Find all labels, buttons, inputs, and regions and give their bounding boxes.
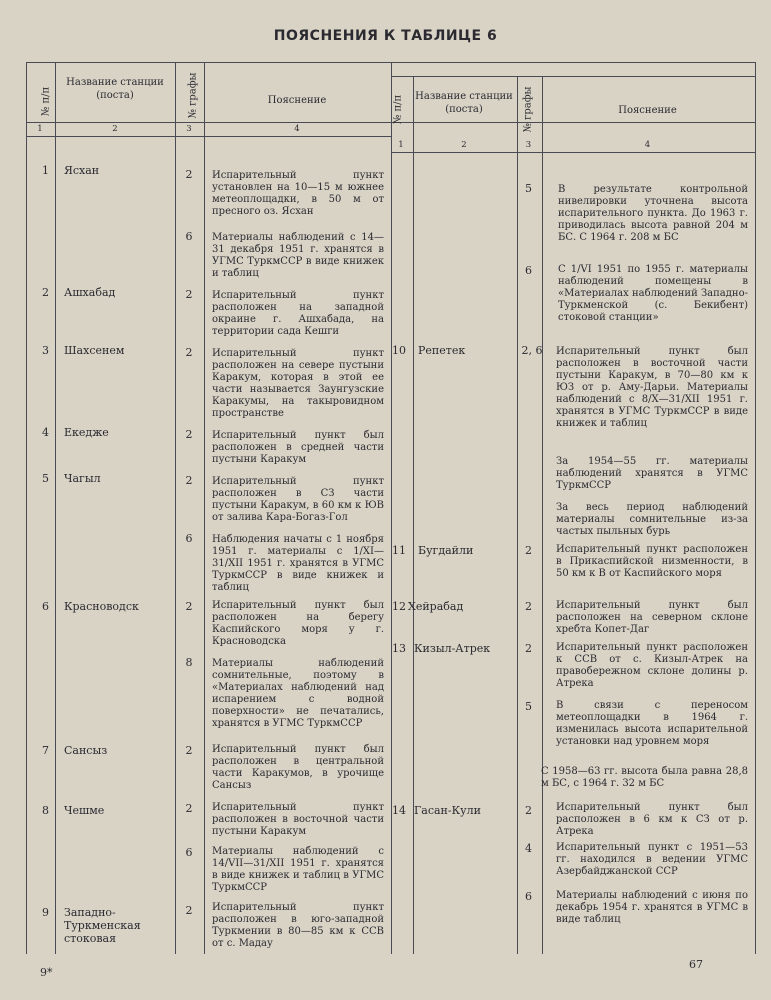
explanation-text: С 1958—63 гг. высота была равна 28,8 м БС, с 1964 г. 32 м БС xyxy=(541,766,748,789)
colnum-4-right: 4 xyxy=(644,140,651,150)
explanation-text: Испарительный пункт был расположен в 6 км к СЗ от р. Атрека xyxy=(556,802,748,837)
header-station-right: Название станции (поста) xyxy=(415,91,513,115)
explanation-text: Материалы наблюдений с 14/VII—31/XII 1951 г. хранятся в виде книжек и таблиц в УГМС ТуркмССР xyxy=(212,846,384,893)
colnum-1-right: 1 xyxy=(398,140,404,150)
row-num: 4 xyxy=(42,426,49,439)
explanation-text: Материалы наблюдений сомнительные, поэтому в «Материалах наблюдений над испарением с водной поверхности» не печатались, хранятся в УГМС ТуркмССР xyxy=(212,658,384,729)
explanation-text: Испарительный пункт расположен на севере пустыни Каракум, которая в этой ее части называется Заунгузские Каракумы, на такыровидном пространстве xyxy=(212,348,384,419)
header-graph-left: № графы xyxy=(187,72,199,119)
graph-number: 6 xyxy=(185,532,193,545)
graph-number: 2 xyxy=(185,168,193,181)
graph-number: 6 xyxy=(185,846,193,859)
explanation-text: Испарительный пункт расположен на западной окраине г. Ашхабада, на территории сада Кешги xyxy=(212,290,384,337)
explanation-text: Испарительный пункт был расположен в восточной части пустыни Каракум, в 70—80 км к ЮЗ от р. Аму-Дарьи. Материалы наблюдений с 8/X—31/XII 1951 г. хранятся в УГМС ТуркмССР в виде книжек и таблиц xyxy=(556,346,748,429)
signature-mark: 9* xyxy=(40,966,53,979)
station-name: Ашхабад xyxy=(64,286,116,299)
graph-number: 5 xyxy=(525,182,532,195)
graph-number: 2 xyxy=(185,744,193,757)
colnum-rule-left xyxy=(27,136,391,137)
graph-number: 2 xyxy=(525,804,532,817)
explanation-text: Испарительный пункт был расположен в центральной части Каракумов, в урочище Сансыз xyxy=(212,744,384,791)
explanation-text: Материалы наблюдений с июня по декабрь 1954 г. хранятся в УГМС в виде таблиц xyxy=(556,890,748,925)
explanation-text: В связи с переносом метеоплощадки в 1964 г. изменилась высота испарительной установки над уровнем моря xyxy=(556,700,748,747)
header-graph-right: № графы xyxy=(522,86,534,133)
row-num: 12 xyxy=(392,600,406,613)
header-num-left: № п/п xyxy=(40,86,52,117)
row-num: 14 xyxy=(392,804,406,817)
vline-right-num xyxy=(413,76,414,954)
page-number: 67 xyxy=(689,958,703,971)
explanation-text: Испарительный пункт был расположен на берегу Каспийского моря у г. Красноводска xyxy=(212,600,384,647)
explanation-text: Наблюдения начаты с 1 ноября 1951 г. материалы с 1/XI—31/XII 1951 г. хранятся в УГМС ТуркмССР в виде книжек и таблиц xyxy=(212,534,384,593)
explanation-text: Испарительный пункт расположен в СЗ части пустыни Каракум, в 60 км к ЮВ от залива Кара-Богаз-Гол xyxy=(212,476,384,523)
vline-left-graf xyxy=(204,62,205,954)
row-num: 10 xyxy=(392,344,406,357)
explanation-text: В результате контрольной нивелировки уточнена высота испарительного пункта. До 1963 г. приводилась высота равной 204 м БС. С 1964 г. 208 м БС xyxy=(558,184,748,243)
row-num: 7 xyxy=(42,744,49,757)
page-title: ПОЯСНЕНИЯ К ТАБЛИЦЕ 6 xyxy=(273,28,498,44)
vline-left-name xyxy=(175,62,176,954)
row-num: 9 xyxy=(42,906,49,919)
explanation-text: Испарительный пункт расположен в восточной части пустыни Каракум xyxy=(212,802,384,837)
graph-number: 6 xyxy=(525,264,532,277)
station-name: Ясхан xyxy=(64,164,100,177)
header-station-left: Название станции (поста) xyxy=(66,77,164,101)
graph-number: 2 xyxy=(185,802,193,815)
colnum-1-left: 1 xyxy=(37,124,43,134)
station-name: Бугдайли xyxy=(418,544,474,557)
graph-number: 2 xyxy=(185,600,193,613)
graph-number: 2, 6 xyxy=(521,344,543,357)
row-num: 6 xyxy=(42,600,49,613)
explanation-text: За 1954—55 гг. материалы наблюдений хранятся в УГМС ТуркмССР xyxy=(556,456,748,491)
explanation-text: Испарительный пункт расположен в юго-западной Туркмении в 80—85 км к ССВ от с. Мадау xyxy=(212,902,384,949)
row-num: 13 xyxy=(392,642,406,655)
graph-number: 2 xyxy=(185,474,193,487)
graph-number: 2 xyxy=(525,544,532,557)
station-name: Шахсенем xyxy=(64,344,125,357)
graph-number: 5 xyxy=(525,700,532,713)
graph-number: 2 xyxy=(185,428,193,441)
header-explanation-right: Пояснение xyxy=(618,105,677,116)
explanation-text: За весь период наблюдений материалы сомнительные из-за частых пыльных бурь xyxy=(556,502,748,537)
graph-number: 6 xyxy=(185,230,193,243)
colnum-4-left: 4 xyxy=(294,124,300,134)
station-name: Западно-Туркменская стоковая xyxy=(64,906,141,945)
explanation-text: Испарительный пункт с 1951—53 гг. находился в ведении УГМС Азербайджанской ССР xyxy=(556,842,748,877)
colnum-3-left: 3 xyxy=(186,124,192,134)
row-num: 8 xyxy=(42,804,49,817)
row-num: 2 xyxy=(42,286,49,299)
station-name: Гасан-Кули xyxy=(414,804,481,817)
graph-number: 2 xyxy=(525,642,532,655)
colnum-rule-right xyxy=(391,152,755,153)
explanation-text: Материалы наблюдений с 14—31 декабря 1951 г. хранятся в УГМС ТуркмССР в виде книжек и таблиц xyxy=(212,232,384,279)
station-name: Кизыл-Атрек xyxy=(414,642,491,655)
row-num: 3 xyxy=(42,344,49,357)
right-header-top xyxy=(391,76,755,77)
station-name: Чешме xyxy=(64,804,105,817)
row-num: 5 xyxy=(42,472,49,485)
explanation-text: Испарительный пункт был расположен в средней части пустыни Каракум xyxy=(212,430,384,465)
station-name: Хейрабад xyxy=(408,600,464,613)
explanation-text: Испарительный пункт расположен к ССВ от с. Кизыл-Атрек на правобережном склоне долины р. Атрека xyxy=(556,642,748,689)
station-name: Сансыз xyxy=(64,744,108,757)
header-num-right: № п/п xyxy=(392,94,404,125)
graph-number: 4 xyxy=(525,842,532,855)
station-name: Репетек xyxy=(418,344,466,357)
explanation-text: Испарительный пункт расположен в Прикаспийской низменности, в 50 км к В от Каспийского моря xyxy=(556,544,748,579)
colnum-2-right: 2 xyxy=(461,140,467,150)
explanation-text: С 1/VI 1951 по 1955 г. материалы наблюдений помещены в «Материалах наблюдений Западно-Туркменской (с. Бекибент) стоковой станции» xyxy=(558,264,748,323)
graph-number: 2 xyxy=(185,346,193,359)
graph-number: 2 xyxy=(525,600,532,613)
station-name: Красноводск xyxy=(64,600,139,613)
station-name: Чагыл xyxy=(64,472,101,485)
vline-right-name xyxy=(517,76,518,954)
vline-left-num xyxy=(55,62,56,954)
colnum-3-right: 3 xyxy=(525,140,532,150)
row-num: 11 xyxy=(392,544,406,557)
graph-number: 2 xyxy=(185,288,193,301)
station-name: Екедже xyxy=(64,426,109,439)
graph-number: 2 xyxy=(185,904,193,917)
graph-number: 8 xyxy=(185,656,193,669)
explanation-text: Испарительный пункт был расположен на северном склоне хребта Копет-Даг xyxy=(556,600,748,635)
graph-number: 6 xyxy=(525,890,532,903)
header-explanation-left: Пояснение xyxy=(267,95,327,106)
explanation-text: Испарительный пункт установлен на 10—15 м южнее метеоплощадки, в 50 м от пресного оз. Ясхан xyxy=(212,170,384,217)
vline-center xyxy=(391,62,392,954)
colnum-2-left: 2 xyxy=(112,124,118,134)
vline-right-graf xyxy=(542,76,543,954)
row-num: 1 xyxy=(42,164,49,177)
